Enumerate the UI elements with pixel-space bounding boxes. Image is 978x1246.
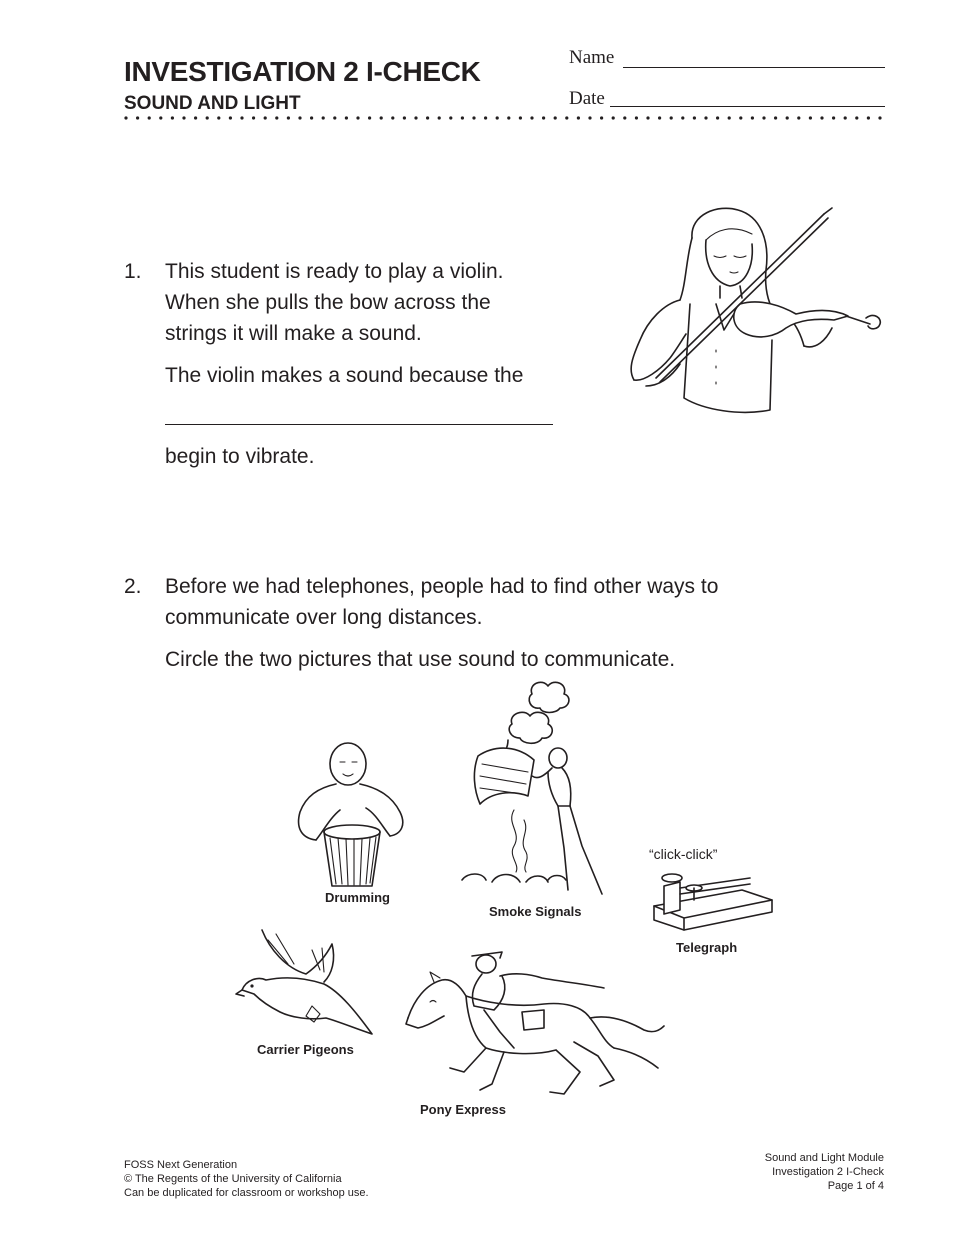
question-2-line: communicate over long distances. — [165, 606, 483, 629]
footer-right — [765, 1151, 884, 1193]
question-1-text — [165, 256, 504, 349]
pony-express-icon[interactable] — [404, 944, 666, 1100]
question-1-prompt: The violin makes a sound because the — [165, 364, 524, 387]
question-1-number: 1. — [124, 260, 142, 283]
question-2-instruction: Circle the two pictures that use sound to communicate. — [165, 648, 676, 671]
smoke-signals-icon[interactable] — [452, 680, 612, 898]
question-2-text — [165, 571, 718, 633]
page-subtitle: SOUND AND LIGHT — [124, 93, 301, 114]
footer-investigation: Investigation 2 I-Check — [772, 1166, 884, 1178]
question-1-line: This student is ready to play a violin. — [165, 260, 504, 283]
question-2-line: Before we had telephones, people had to find other ways to — [165, 575, 719, 598]
drumming-label: Drumming — [325, 890, 390, 905]
date-label: Date — [569, 88, 605, 109]
telegraph-sound-label: “click-click” — [649, 846, 718, 862]
question-1-answer-field[interactable] — [165, 424, 553, 425]
footer-publisher: FOSS Next Generation — [124, 1159, 238, 1171]
drumming-icon[interactable] — [296, 740, 408, 890]
violin-player-icon — [620, 200, 890, 420]
question-1-ending: begin to vibrate. — [165, 445, 315, 468]
footer-page-number: Page 1 of 4 — [827, 1180, 884, 1192]
carrier-pigeon-icon[interactable] — [236, 924, 376, 1040]
footer-left — [124, 1158, 369, 1200]
page-title: INVESTIGATION 2 I-CHECK — [124, 56, 481, 87]
dotted-divider — [124, 114, 888, 122]
carrier-pigeons-label: Carrier Pigeons — [257, 1042, 354, 1057]
footer-module: Sound and Light Module — [764, 1152, 884, 1164]
date-field[interactable] — [610, 106, 885, 107]
question-2-number: 2. — [124, 575, 142, 598]
question-1-line: When she pulls the bow across the — [165, 291, 491, 314]
pony-express-label: Pony Express — [420, 1102, 506, 1117]
footer-copyright: © The Regents of the University of California — [124, 1173, 342, 1185]
telegraph-icon[interactable] — [650, 866, 776, 936]
name-field[interactable] — [623, 67, 885, 68]
name-label: Name — [569, 47, 615, 68]
footer-license: Can be duplicated for classroom or workshop use. — [124, 1187, 369, 1199]
smoke-signals-label: Smoke Signals — [489, 904, 582, 919]
question-1-line: strings it will make a sound. — [165, 322, 422, 345]
telegraph-label: Telegraph — [676, 940, 738, 955]
